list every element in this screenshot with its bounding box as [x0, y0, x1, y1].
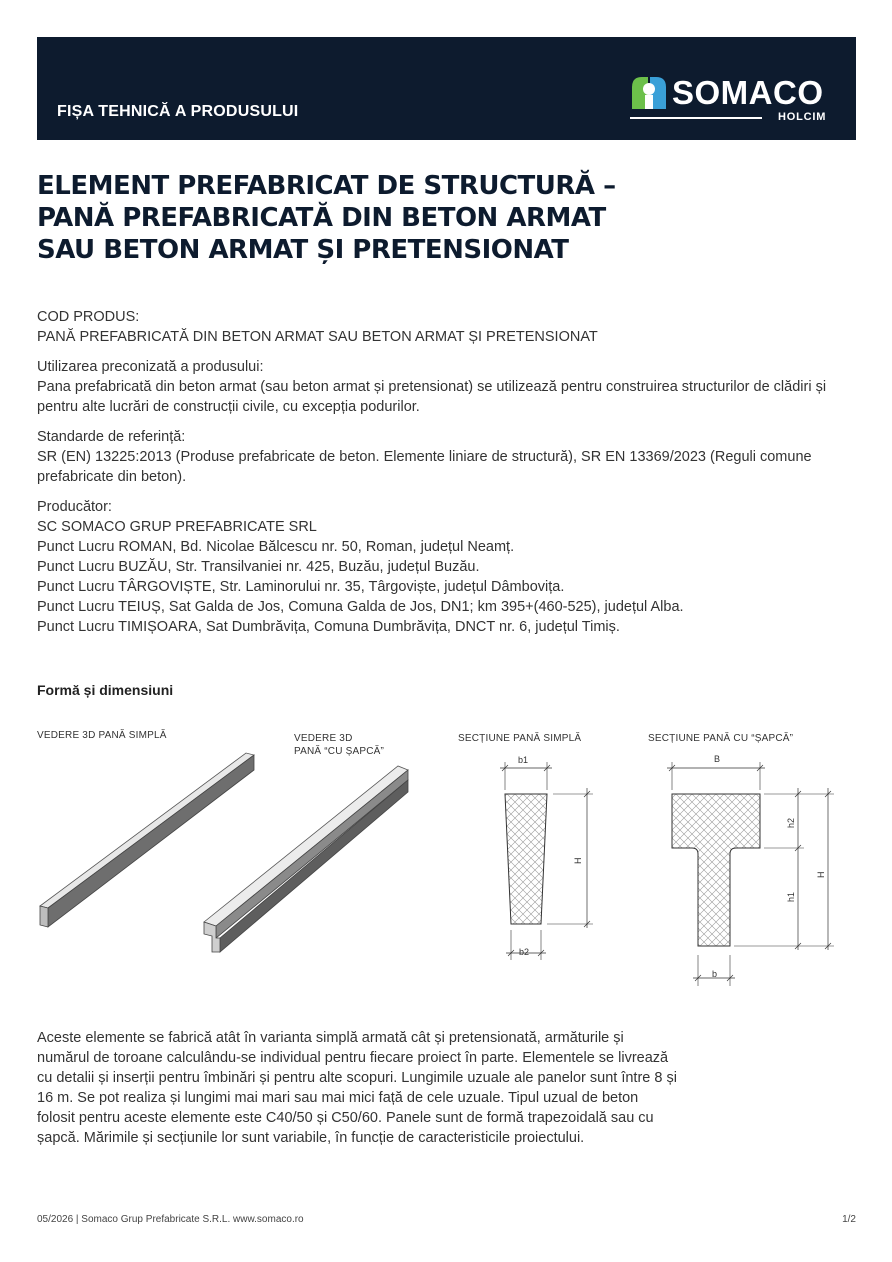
fig-label-3d-cap-line1: VEDERE 3D — [294, 733, 353, 744]
dim-b1: b1 — [518, 755, 529, 765]
utilizare-value: Pana prefabricată din beton armat (sau beton armat și pretensionat) se utilizează pentru construirea structurilor de clădiri și pentru alte lucrări de construcții civile, cu excepția podurilor. — [37, 379, 827, 415]
producator-line: Punct Lucru BUZĂU, Str. Transilvaniei nr. 425, Buzău, județul Buzău. — [37, 559, 480, 575]
producator-line: SC SOMACO GRUP PREFABRICATE SRL — [37, 519, 317, 535]
fig-label-3d-simple: VEDERE 3D PANĂ SIMPLĂ — [37, 730, 167, 741]
title-line-1: ELEMENT PREFABRICAT DE STRUCTURĂ – — [37, 171, 616, 201]
logo-wordmark: SOMACO — [672, 74, 824, 111]
fig-label-section-simple: SECȚIUNE PANĂ SIMPLĂ — [458, 733, 582, 744]
product-description: Aceste elemente se fabrică atât în varianta simplă armată cât și pretensionată, armăturile și numărul de toroane calculându-se individual pentru fiecare proiect în parte. Elementele se livrează cu detalii și inserții pentru îmbinări și pentru alte scopuri. Lungimile uzuale ale panelor sunt între 8 și 16 m. Se pot realiza și lungimi mai mari sau mai mici față de cele uzuale. Tipul uzual de beton folosit pentru aceste elemente este C40/50 și C50/60. Panele sunt de formă trapezoidală sau cu șapcă. Mărimile și secțiunile lor sunt variabile, în funcție de caracteristicile proiectului. — [37, 1030, 677, 1146]
logo-subbrand: HOLCIM — [778, 111, 827, 123]
dim-b2: b2 — [519, 947, 530, 957]
cod-produs-label: COD PRODUS: — [37, 309, 140, 325]
dim-h2: h2 — [786, 817, 796, 828]
document-type-label: FIȘA TEHNICĂ A PRODUSULUI — [57, 103, 299, 120]
section-simple-drawing — [495, 750, 605, 972]
standarde-label: Standarde de referință: — [37, 429, 186, 445]
document-title — [37, 170, 797, 266]
dim-B: B — [714, 754, 721, 764]
producator-line: Punct Lucru TÂRGOVIȘTE, Str. Laminorului nr. 35, Târgoviște, județul Dâmbovița. — [37, 579, 565, 595]
standarde-value: SR (EN) 13225:2013 (Produse prefabricate de beton. Elemente liniare de structură), SR EN 13369/2023 (Reguli comune prefabricate din beton). — [37, 449, 812, 485]
title-line-2: PANĂ PREFABRICATĂ DIN BETON ARMAT — [37, 203, 606, 233]
section-title-shape-dimensions: Formă și dimensiuni — [37, 682, 174, 698]
fig-label-section-cap: SECȚIUNE PANĂ CU “ȘAPCĂ” — [648, 733, 794, 744]
product-info — [37, 307, 837, 637]
somaco-logo — [630, 71, 840, 127]
fig-label-3d-cap-line2: PANĂ “CU ȘAPCĂ” — [294, 746, 385, 757]
dim-h1: h1 — [786, 891, 796, 902]
cod-produs-value: PANĂ PREFABRICATĂ DIN BETON ARMAT SAU BETON ARMAT ȘI PRETENSIONAT — [37, 329, 598, 345]
somaco-logo-icon — [630, 75, 668, 109]
producator-line: Punct Lucru ROMAN, Bd. Nicolae Bălcescu nr. 50, Roman, județul Neamț. — [37, 539, 515, 555]
footer-text: 05/2026 | Somaco Grup Prefabricate S.R.L. www.somaco.ro — [37, 1214, 304, 1225]
fig-label-3d-cap — [294, 732, 384, 758]
title-line-3: SAU BETON ARMAT ȘI PRETENSIONAT — [37, 235, 569, 265]
producator-line: Punct Lucru TEIUȘ, Sat Galda de Jos, Comuna Galda de Jos, DN1; km 395+(460-525), județul Alba. — [37, 599, 684, 615]
section-cap-drawing — [664, 750, 844, 992]
beam-3d-cap-drawing — [200, 762, 415, 957]
dim-H-simple: H — [573, 857, 583, 864]
dim-H-cap: H — [816, 871, 826, 878]
producator-line: Punct Lucru TIMIȘOARA, Sat Dumbrăvița, Comuna Dumbrăvița, DNCT nr. 6, județul Timiș. — [37, 619, 620, 635]
header-banner — [37, 37, 856, 140]
dim-b: b — [712, 969, 718, 979]
page-number: 1/2 — [842, 1214, 856, 1225]
utilizare-label: Utilizarea preconizată a produsului: — [37, 359, 264, 375]
page-footer — [37, 1214, 856, 1225]
producator-label: Producător: — [37, 499, 112, 515]
logo-underline — [630, 117, 762, 119]
